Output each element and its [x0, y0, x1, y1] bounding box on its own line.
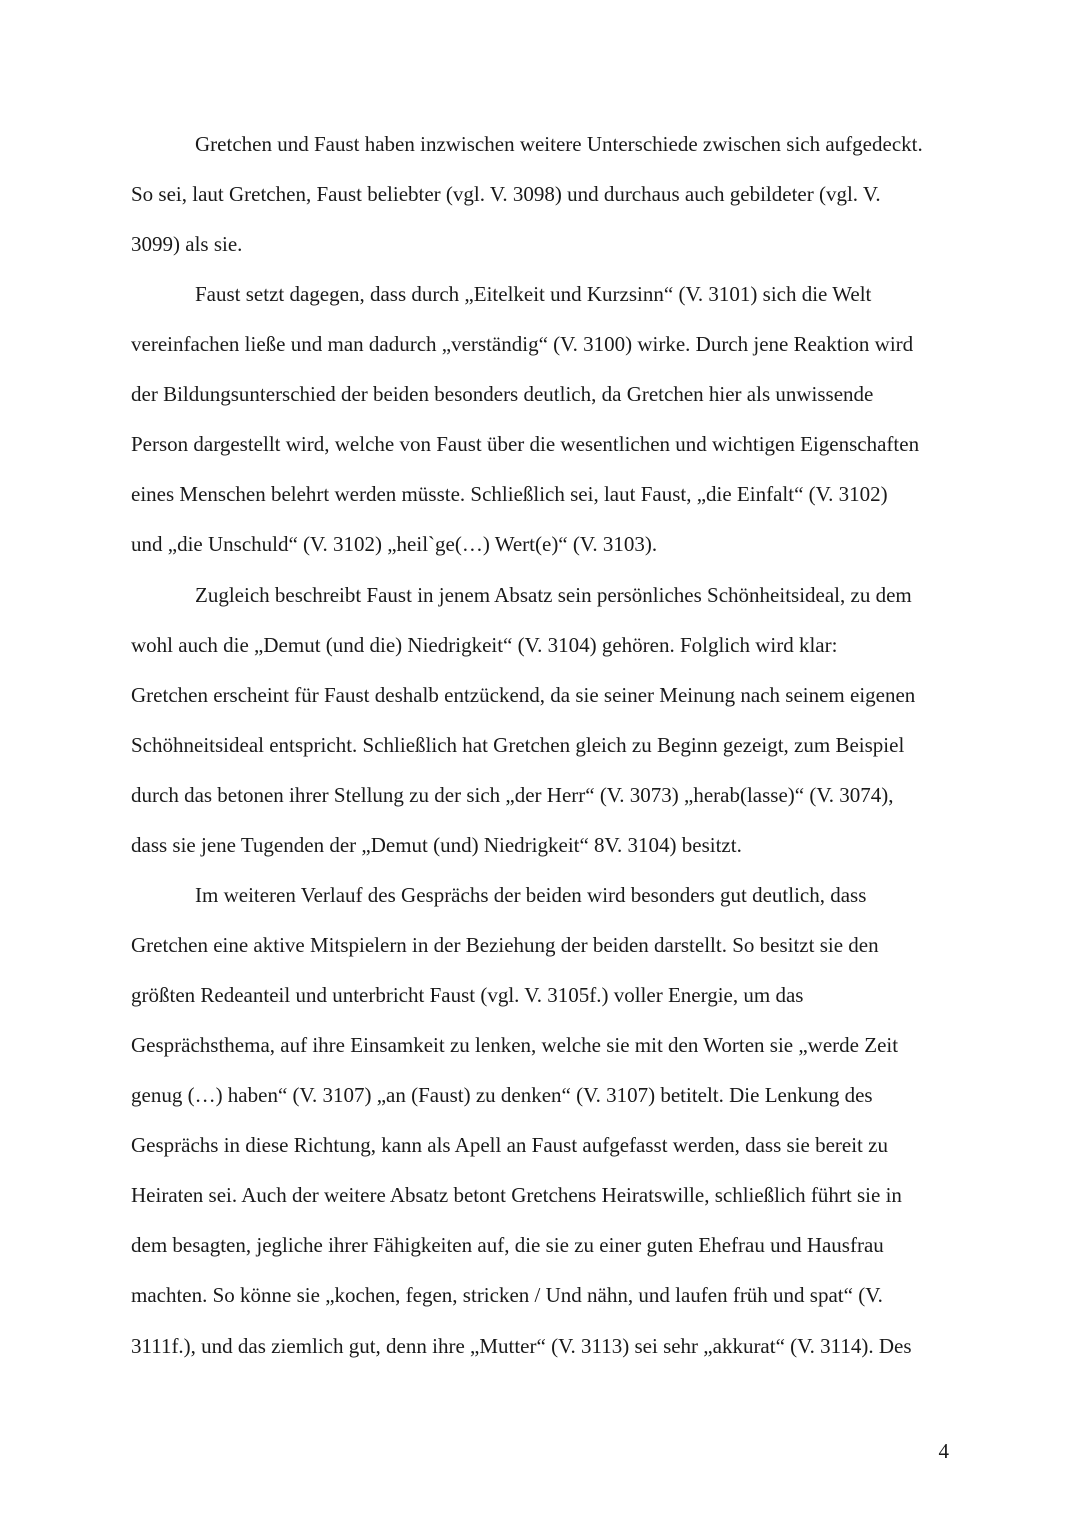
text-line: eines Menschen belehrt werden müsste. Schließlich sei, laut Faust, „die Einfalt“ (V. 3102) — [131, 482, 888, 506]
text-line: der Bildungsunterschied der beiden besonders deutlich, da Gretchen hier als unwissende — [131, 382, 874, 406]
text-line: 3111f.), und das ziemlich gut, denn ihre „Mutter“ (V. 3113) sei sehr „akkurat“ (V. 3114). Des — [131, 1334, 912, 1358]
text-line: Gretchen eine aktive Mitspielern in der Beziehung der beiden darstellt. So besitzt sie den — [131, 933, 879, 957]
text-line: Gretchen und Faust haben inzwischen weitere Unterschiede zwischen sich aufgedeckt. — [195, 132, 923, 156]
text-line: größten Redeanteil und unterbricht Faust (vgl. V. 3105f.) voller Energie, um das — [131, 983, 804, 1007]
text-line: So sei, laut Gretchen, Faust beliebter (vgl. V. 3098) und durchaus auch gebildeter (vgl. V. — [131, 182, 881, 206]
text-line: machten. So könne sie „kochen, fegen, stricken / Und nähn, und laufen früh und spat“ (V. — [131, 1283, 883, 1307]
text-line: 3099) als sie. — [131, 232, 243, 256]
text-line: wohl auch die „Demut (und die) Niedrigkeit“ (V. 3104) gehören. Folglich wird klar: — [131, 633, 838, 657]
text-line: Zugleich beschreibt Faust in jenem Absatz sein persönliches Schönheitsideal, zu dem — [195, 583, 912, 607]
text-line: Faust setzt dagegen, dass durch „Eitelkeit und Kurzsinn“ (V. 3101) sich die Welt — [195, 282, 872, 306]
text-line: Person dargestellt wird, welche von Faust über die wesentlichen und wichtigen Eigenschaften — [131, 432, 920, 456]
page-number: 4 — [938, 1439, 949, 1463]
text-line: genug (…) haben“ (V. 3107) „an (Faust) zu denken“ (V. 3107) betitelt. Die Lenkung des — [131, 1083, 873, 1107]
text-line: Im weiteren Verlauf des Gesprächs der beiden wird besonders gut deutlich, dass — [195, 883, 867, 907]
text-line: Schöhneitsideal entspricht. Schließlich hat Gretchen gleich zu Beginn gezeigt, zum Beispiel — [131, 733, 905, 757]
text-line: dem besagten, jegliche ihrer Fähigkeiten auf, die sie zu einer guten Ehefrau und Hausfrau — [131, 1233, 884, 1257]
text-line: Gretchen erscheint für Faust deshalb entzückend, da sie seiner Meinung nach seinem eigenen — [131, 683, 916, 707]
text-line: und „die Unschuld“ (V. 3102) „heil`ge(…) Wert(e)“ (V. 3103). — [131, 532, 658, 556]
text-line: Gesprächsthema, auf ihre Einsamkeit zu lenken, welche sie mit den Worten sie „werde Zeit — [131, 1033, 899, 1057]
text-line: durch das betonen ihrer Stellung zu der sich „der Herr“ (V. 3073) „herab(lasse)“ (V. 3074), — [131, 783, 894, 807]
text-line: dass sie jene Tugenden der „Demut (und) Niedrigkeit“ 8V. 3104) besitzt. — [131, 833, 742, 857]
text-line: Gesprächs in diese Richtung, kann als Apell an Faust aufgefasst werden, dass sie bereit zu — [131, 1133, 888, 1157]
text-line: vereinfachen ließe und man dadurch „verständig“ (V. 3100) wirke. Durch jene Reaktion wird — [131, 332, 914, 356]
text-line: Heiraten sei. Auch der weitere Absatz betont Gretchens Heiratswille, schließlich führt sie in — [131, 1183, 902, 1207]
